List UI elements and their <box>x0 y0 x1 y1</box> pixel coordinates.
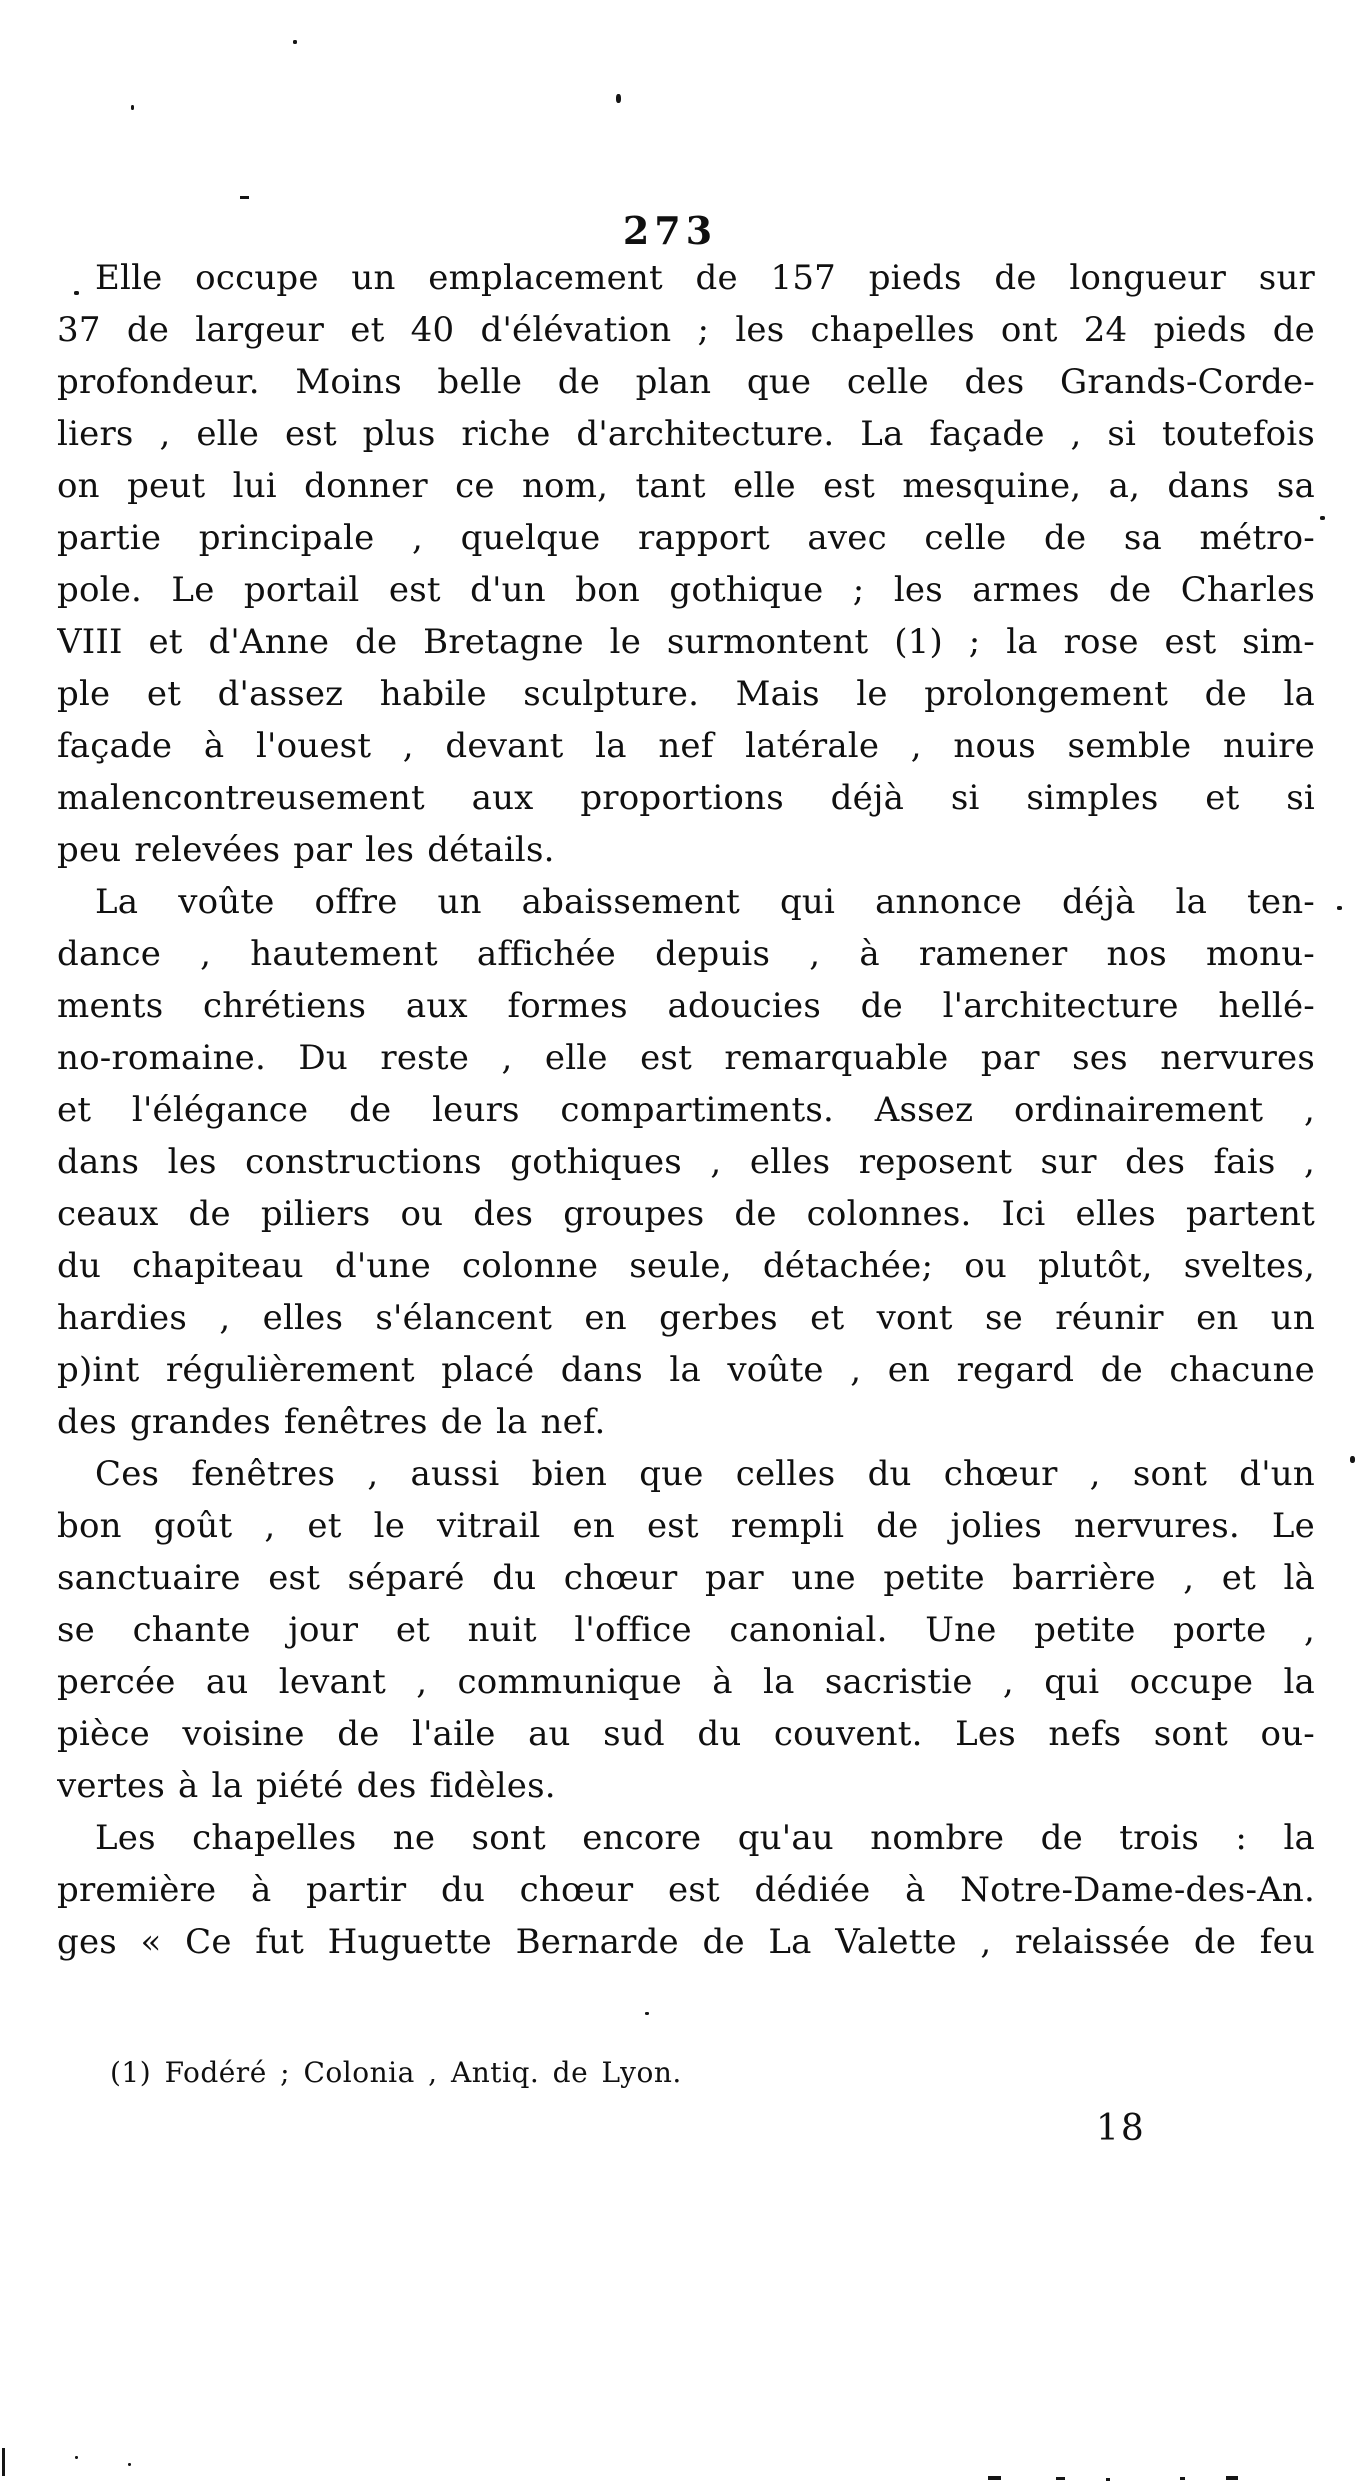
scan-speck <box>616 94 621 103</box>
text-line: no-romaine. Du reste , elle est remarquable par ses nervures <box>57 1038 1315 1078</box>
scan-speck <box>1056 2477 1065 2480</box>
text-line: pole. Le portail est d'un bon gothique ; les armes de Charles <box>57 570 1315 610</box>
text-line: Ces fenêtres , aussi bien que celles du chœur , sont d'un <box>95 1454 1315 1494</box>
text-line: vertes à la piété des fidèles. <box>57 1766 556 1806</box>
scan-speck <box>2 2448 5 2476</box>
scan-speck <box>1226 2476 1238 2480</box>
text-line: se chante jour et nuit l'office canonial. Une petite porte , <box>57 1610 1315 1650</box>
paragraph <box>57 252 1315 876</box>
text-line: profondeur. Moins belle de plan que celle des Grands-Corde- <box>57 362 1315 402</box>
text-line: dance , hautement affichée depuis , à ramener nos monu- <box>57 934 1315 974</box>
scan-speck <box>1180 2477 1185 2480</box>
text-line: ges « Ce fut Huguette Bernarde de La Valette , relaissée de feu <box>57 1922 1315 1962</box>
scan-speck <box>240 196 249 199</box>
text-line: liers , elle est plus riche d'architecture. La façade , si toutefois <box>57 414 1315 454</box>
text-line: La voûte offre un abaissement qui annonce déjà la ten- <box>95 882 1315 922</box>
text-line: hardies , elles s'élancent en gerbes et vont se réunir en un <box>57 1298 1315 1338</box>
scan-speck <box>1106 2478 1110 2481</box>
text-line: et l'élégance de leurs compartiments. Assez ordinairement , <box>57 1090 1315 1130</box>
text-line: sanctuaire est séparé du chœur par une petite barrière , et là <box>57 1558 1315 1598</box>
scan-speck <box>645 2012 649 2015</box>
paragraph <box>57 876 1315 1448</box>
scan-speck <box>988 2476 1001 2480</box>
text-line: partie principale , quelque rapport avec celle de sa métro- <box>57 518 1315 558</box>
paragraph <box>57 1812 1315 1968</box>
text-line: percée au levant , communique à la sacristie , qui occupe la <box>57 1662 1315 1702</box>
text-line: pièce voisine de l'aile au sud du couvent. Les nefs sont ou- <box>57 1714 1315 1754</box>
scan-speck <box>128 2463 131 2466</box>
text-line: des grandes fenêtres de la nef. <box>57 1402 606 1442</box>
scan-speck <box>1320 516 1325 520</box>
scan-speck <box>131 105 134 110</box>
scan-speck <box>1337 906 1342 910</box>
text-line: ments chrétiens aux formes adoucies de l'architecture hellé- <box>57 986 1315 1026</box>
text-block <box>57 252 1315 1968</box>
text-line: malencontreusement aux proportions déjà si simples et si <box>57 778 1315 818</box>
scan-speck <box>1350 1456 1355 1463</box>
scan-speck <box>74 291 79 295</box>
text-line: bon goût , et le vitrail en est rempli de jolies nervures. Le <box>57 1506 1315 1546</box>
text-line: ple et d'assez habile sculpture. Mais le prolongement de la <box>57 674 1315 714</box>
scan-speck <box>293 40 297 44</box>
text-line: du chapiteau d'une colonne seule, détachée; ou plutôt, sveltes, <box>57 1246 1315 1286</box>
paragraph <box>57 1448 1315 1812</box>
text-line: 37 de largeur et 40 d'élévation ; les chapelles ont 24 pieds de <box>57 310 1315 350</box>
page-number: 273 <box>622 208 718 253</box>
text-line: on peut lui donner ce nom, tant elle est mesquine, a, dans sa <box>57 466 1315 506</box>
text-line: façade à l'ouest , devant la nef latérale , nous semble nuire <box>57 726 1315 766</box>
scan-speck <box>75 2456 78 2459</box>
text-line: Les chapelles ne sont encore qu'au nombre de trois : la <box>95 1818 1315 1858</box>
text-line: peu relevées par les détails. <box>57 830 555 870</box>
text-line: dans les constructions gothiques , elles reposent sur des fais , <box>57 1142 1315 1182</box>
footnote: (1) Fodéré ; Colonia , Antiq. de Lyon. <box>110 2056 682 2089</box>
text-line: VIII et d'Anne de Bretagne le surmontent (1) ; la rose est sim- <box>57 622 1315 662</box>
text-line: p)int régulièrement placé dans la voûte , en regard de chacune <box>57 1350 1315 1390</box>
text-line: Elle occupe un emplacement de 157 pieds de longueur sur <box>95 258 1315 298</box>
text-line: ceaux de piliers ou des groupes de colonnes. Ici elles partent <box>57 1194 1315 1234</box>
signature-number: 18 <box>1096 2108 1146 2149</box>
text-line: première à partir du chœur est dédiée à Notre-Dame-des-An. <box>57 1870 1315 1910</box>
